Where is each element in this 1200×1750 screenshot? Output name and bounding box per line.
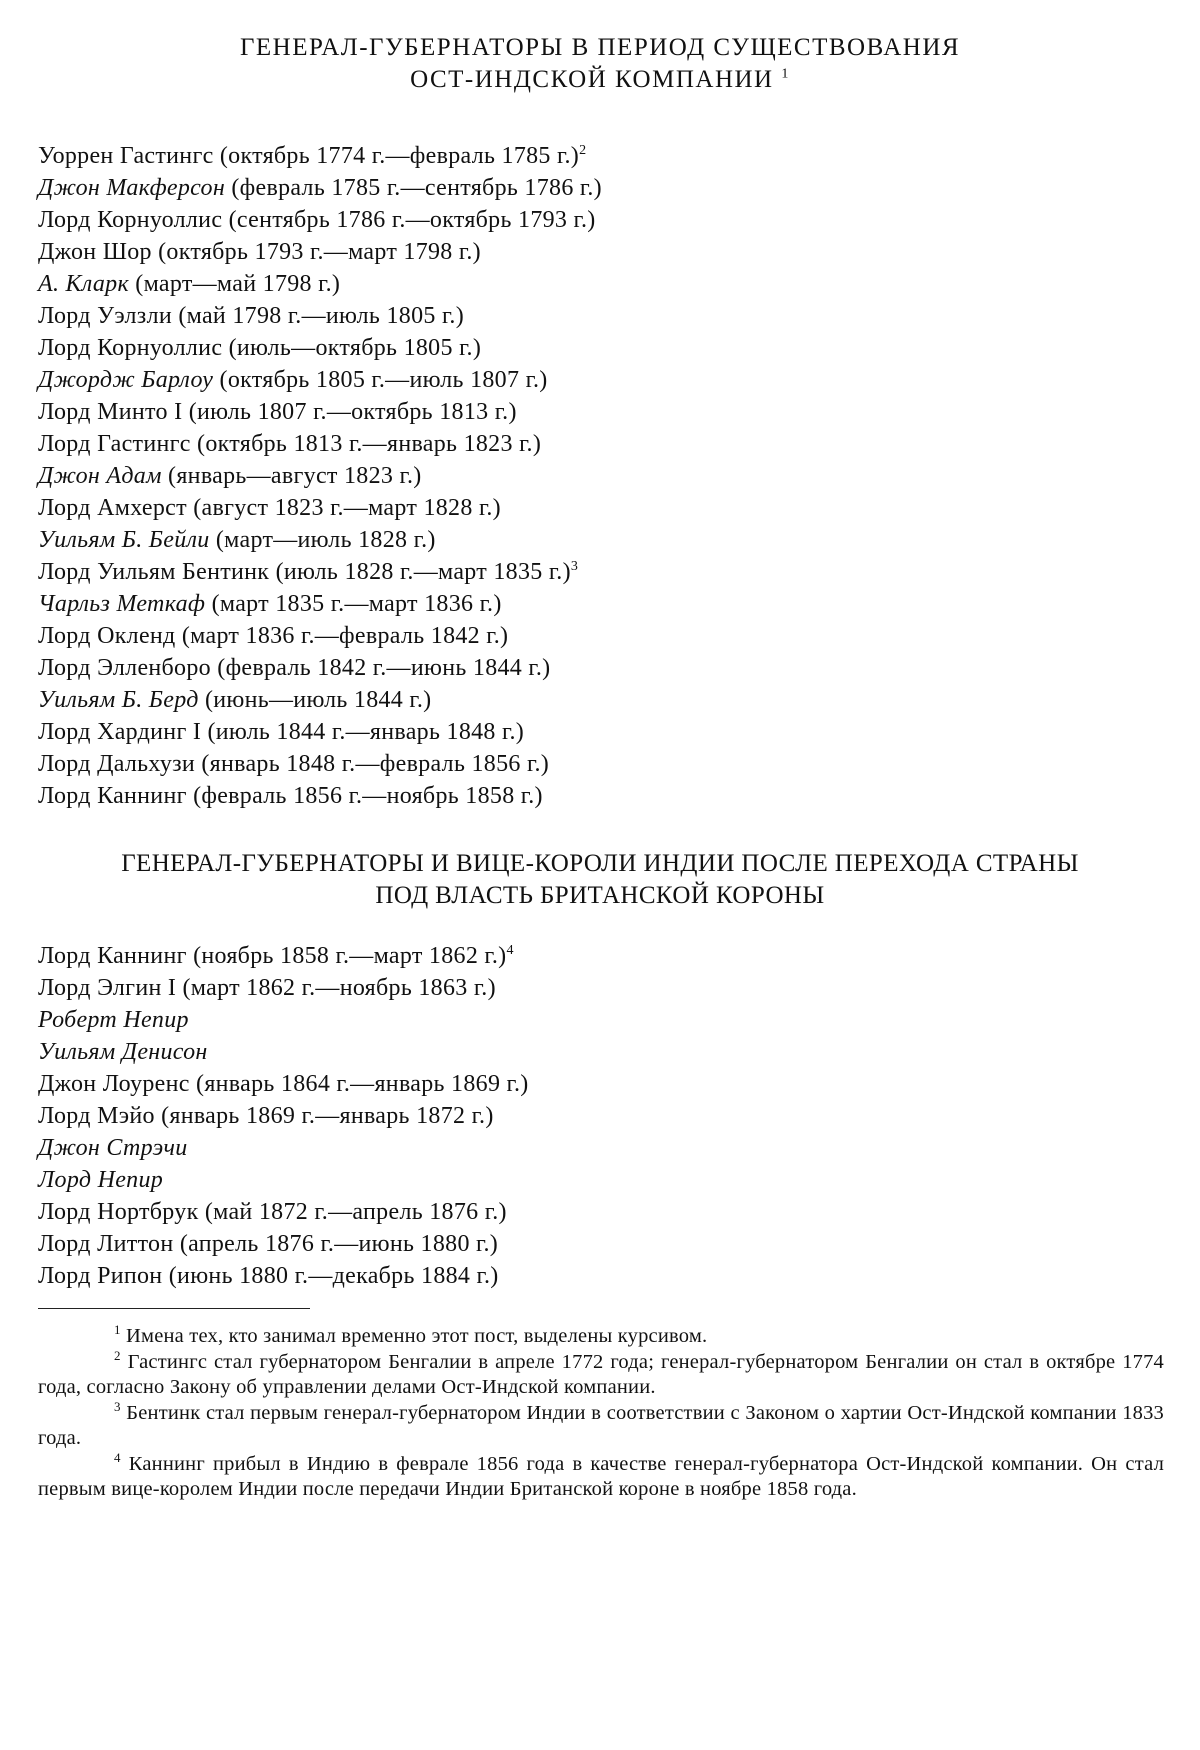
governor-name: Лорд Каннинг	[38, 943, 187, 969]
footnote-mark: 3	[570, 559, 579, 574]
section-heading-company	[0, 32, 1200, 96]
footnote-mark: 2	[114, 1348, 121, 1364]
list-item	[38, 1228, 529, 1260]
term-dates: (октябрь 1774 г.—февраль 1785 г.)	[219, 143, 580, 169]
term-dates: (март—июль 1828 г.)	[215, 527, 436, 553]
footnote-mark: 1	[114, 1322, 121, 1338]
list-item	[38, 588, 602, 620]
list-item	[38, 780, 602, 812]
governor-name: Лорд Мэйо	[38, 1103, 155, 1129]
term-dates: (март 1862 г.—ноябрь 1863 г.)	[182, 975, 496, 1001]
governor-name: А. Кларк	[38, 271, 129, 297]
governor-name: Лорд Хардинг I	[38, 719, 202, 745]
governor-name: Лорд Рипон	[38, 1263, 163, 1289]
governor-name: Джон Лоуренс	[38, 1071, 190, 1097]
footnote-mark: 4	[506, 943, 514, 958]
list-item	[38, 492, 602, 524]
list-item	[38, 620, 602, 652]
term-dates: (май 1872 г.—апрель 1876 г.)	[204, 1199, 507, 1225]
term-dates: (октябрь 1805 г.—июль 1807 г.)	[219, 367, 548, 393]
governors-list-crown	[38, 940, 529, 1292]
governor-name: Лорд Корнуоллис	[38, 207, 223, 233]
term-dates: (ноябрь 1858 г.—март 1862 г.)	[193, 943, 507, 969]
governor-name: Лорд Элленборо	[38, 655, 211, 681]
governor-name: Лорд Уэлзли	[38, 303, 173, 329]
list-item	[38, 332, 602, 364]
governor-name: Уильям Б. Берд	[38, 687, 199, 713]
term-dates: (февраль 1842 г.—июнь 1844 г.)	[217, 655, 551, 681]
list-item	[38, 684, 602, 716]
list-item	[38, 396, 602, 428]
term-dates: (январь 1869 г.—январь 1872 г.)	[161, 1103, 494, 1129]
heading-line-2: ПОД ВЛАСТЬ БРИТАНСКОЙ КОРОНЫ	[375, 882, 825, 909]
term-dates: (январь—август 1823 г.)	[168, 463, 422, 489]
list-item	[38, 716, 602, 748]
term-dates: (октябрь 1813 г.—январь 1823 г.)	[197, 431, 542, 457]
governor-name: Лорд Уильям Бентинк	[38, 559, 270, 585]
governor-name: Роберт Непир	[38, 1007, 189, 1033]
list-item	[38, 524, 602, 556]
term-dates: (февраль 1856 г.—ноябрь 1858 г.)	[193, 783, 543, 809]
list-item	[38, 1100, 529, 1132]
footnote	[38, 1452, 1164, 1502]
term-dates: (июнь—июль 1844 г.)	[204, 687, 432, 713]
term-dates: (март—май 1798 г.)	[135, 271, 341, 297]
governor-name: Джон Адам	[38, 463, 162, 489]
list-item	[38, 364, 602, 396]
governors-list-company	[38, 140, 602, 812]
list-item	[38, 1004, 529, 1036]
footnote-mark: 3	[114, 1399, 121, 1415]
governor-name: Уильям Денисон	[38, 1039, 208, 1065]
list-item	[38, 556, 602, 588]
list-item	[38, 172, 602, 204]
governor-name: Лорд Непир	[38, 1167, 164, 1193]
heading-line-2: ОСТ-ИНДСКОЙ КОМПАНИИ $^1$	[410, 66, 790, 93]
list-item	[38, 236, 602, 268]
term-dates: (апрель 1876 г.—июнь 1880 г.)	[179, 1231, 499, 1257]
section-heading-crown	[0, 848, 1200, 912]
term-dates: (июль 1828 г.—март 1835 г.)	[275, 559, 571, 585]
term-dates: (июнь 1880 г.—декабрь 1884 г.)	[168, 1263, 499, 1289]
list-item	[38, 1164, 529, 1196]
term-dates: (июль 1807 г.—октябрь 1813 г.)	[188, 399, 517, 425]
governor-name: Лорд Окленд	[38, 623, 176, 649]
term-dates: (январь 1864 г.—январь 1869 г.)	[196, 1071, 529, 1097]
term-dates: (июль—октябрь 1805 г.)	[228, 335, 482, 361]
footnote	[38, 1401, 1164, 1451]
governor-name: Лорд Элгин I	[38, 975, 177, 1001]
list-item	[38, 1196, 529, 1228]
term-dates: (май 1798 г.—июль 1805 г.)	[178, 303, 465, 329]
footnote-text: Бентинк стал первым генерал-губернатором Индии в соответствии с Законом о хартии Ост-Индской компании 1833 года.	[38, 1402, 1165, 1449]
footnote-divider	[38, 1308, 310, 1309]
footnote-mark: 1	[781, 66, 790, 82]
list-item	[38, 972, 529, 1004]
list-item	[38, 204, 602, 236]
heading-line-1: ГЕНЕРАЛ-ГУБЕРНАТОРЫ И ВИЦЕ-КОРОЛИ ИНДИИ ПОСЛЕ ПЕРЕХОДА СТРАНЫ	[121, 850, 1079, 877]
governor-name: Лорд Амхерст	[38, 495, 187, 521]
term-dates: (март 1835 г.—март 1836 г.)	[211, 591, 502, 617]
list-item	[38, 748, 602, 780]
list-item	[38, 428, 602, 460]
list-item	[38, 268, 602, 300]
governor-name: Чарльз Меткаф	[38, 591, 206, 617]
footnote-text: Гастингс стал губернатором Бенгалии в апреле 1772 года; генерал-губернатором Бенгалии он стал в октябре 1774 года, согласно Закону об управлении делами Ост-Индской компании.	[38, 1351, 1164, 1398]
list-item	[38, 1036, 529, 1068]
footnote-mark: 2	[579, 143, 587, 158]
governor-name: Уоррен Гастингс	[38, 143, 214, 169]
term-dates: (январь 1848 г.—февраль 1856 г.)	[201, 751, 550, 777]
term-dates: (февраль 1785 г.—сентябрь 1786 г.)	[231, 175, 602, 201]
list-item	[38, 300, 602, 332]
footnote	[38, 1350, 1164, 1400]
term-dates: (март 1836 г.—февраль 1842 г.)	[181, 623, 509, 649]
governor-name: Лорд Корнуоллис	[38, 335, 223, 361]
governor-name: Джон Шор	[38, 239, 152, 265]
list-item	[38, 1132, 529, 1164]
list-item	[38, 140, 602, 172]
term-dates: (октябрь 1793 г.—март 1798 г.)	[158, 239, 481, 265]
governor-name: Лорд Гастингс	[38, 431, 191, 457]
list-item	[38, 940, 529, 972]
governor-name: Лорд Нортбрук	[38, 1199, 199, 1225]
governor-name: Джон Стрэчи	[38, 1135, 188, 1161]
footnote-mark: 4	[114, 1450, 121, 1466]
footnote-text: Имена тех, кто занимал временно этот пост, выделены курсивом.	[126, 1325, 708, 1347]
governor-name: Лорд Минто I	[38, 399, 183, 425]
list-item	[38, 1068, 529, 1100]
governor-name: Лорд Литтон	[38, 1231, 174, 1257]
list-item	[38, 460, 602, 492]
footnotes	[38, 1324, 1164, 1503]
term-dates: (сентябрь 1786 г.—октябрь 1793 г.)	[228, 207, 596, 233]
governor-name: Джордж Барлоу	[38, 367, 214, 393]
governor-name: Уильям Б. Бейли	[38, 527, 210, 553]
governor-name: Лорд Каннинг	[38, 783, 187, 809]
term-dates: (август 1823 г.—март 1828 г.)	[193, 495, 501, 521]
list-item	[38, 1260, 529, 1292]
term-dates: (июль 1844 г.—январь 1848 г.)	[207, 719, 525, 745]
governor-name: Лорд Дальхузи	[38, 751, 196, 777]
footnote-text: Каннинг прибыл в Индию в феврале 1856 года в качестве генерал-губернатора Ост-Индской компании. Он стал первым вице-королем Индии после передачи Индии Британской короне в ноябре 1858 года.	[38, 1453, 1165, 1500]
footnote	[38, 1324, 1164, 1349]
governor-name: Джон Макферсон	[38, 175, 226, 201]
list-item	[38, 652, 602, 684]
heading-line-1: ГЕНЕРАЛ-ГУБЕРНАТОРЫ В ПЕРИОД СУЩЕСТВОВАНИЯ	[239, 34, 961, 61]
